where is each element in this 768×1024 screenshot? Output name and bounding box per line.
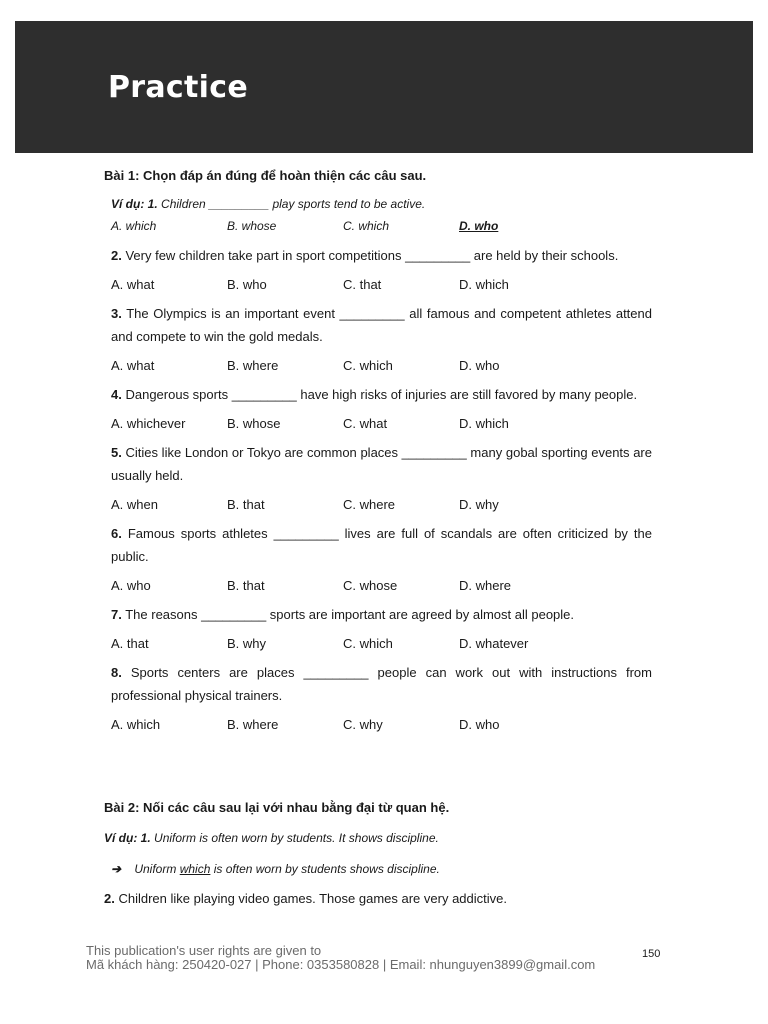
- question-number: 5.: [111, 445, 122, 460]
- question-text: Famous sports athletes _________ lives are full of scandals are often criticized by the public.: [111, 526, 652, 564]
- section2-example-text: Uniform is often worn by students. It shows discipline.: [154, 831, 439, 845]
- option-d[interactable]: D. whatever: [459, 636, 529, 651]
- example-option-a: A. which: [111, 219, 157, 233]
- question-number: 3.: [111, 306, 122, 321]
- option-d[interactable]: D. which: [459, 277, 509, 292]
- question-options: [104, 273, 652, 296]
- option-a[interactable]: A. what: [111, 358, 155, 373]
- question-number: 7.: [111, 607, 122, 622]
- section2-question: [104, 887, 652, 910]
- question: [104, 603, 652, 626]
- question-block: [104, 661, 652, 736]
- section2: [104, 796, 652, 910]
- example-question: [111, 193, 652, 215]
- question-options: [104, 574, 652, 597]
- option-b[interactable]: B. that: [227, 497, 265, 512]
- option-c[interactable]: C. where: [343, 497, 396, 512]
- section2-title: Bài 2: Nối các câu sau lại với nhau bằng đại từ quan hệ.: [104, 800, 450, 815]
- example-options: [111, 215, 652, 238]
- section2-example-number: 1.: [140, 831, 151, 845]
- option-b[interactable]: B. where: [227, 358, 279, 373]
- question-list: [104, 244, 652, 736]
- option-d[interactable]: D. why: [459, 497, 499, 512]
- option-b[interactable]: B. where: [227, 717, 279, 732]
- option-d[interactable]: D. who: [459, 358, 500, 373]
- option-c[interactable]: C. why: [343, 717, 383, 732]
- option-b[interactable]: B. who: [227, 277, 267, 292]
- question: [104, 441, 652, 487]
- section2-example-label: Ví dụ:: [104, 831, 138, 845]
- footer-rights: [86, 944, 595, 972]
- example-option-c: C. which: [343, 219, 390, 233]
- option-c[interactable]: C. what: [343, 416, 388, 431]
- page-header: [15, 21, 753, 153]
- question: [104, 302, 652, 348]
- question-number: 2.: [104, 891, 115, 906]
- question-text: The reasons _________ sports are important are agreed by almost all people.: [125, 607, 575, 622]
- question: [104, 522, 652, 568]
- question-block: [104, 302, 652, 377]
- question: [104, 383, 652, 406]
- question-text: Cities like London or Tokyo are common places _________ many gobal sporting events are usually held.: [111, 445, 652, 483]
- question-options: [104, 713, 652, 736]
- question-block: [104, 441, 652, 516]
- option-c[interactable]: C. whose: [343, 578, 398, 593]
- question-block: [104, 383, 652, 435]
- page-title: Practice: [108, 70, 248, 105]
- footer-line-1: This publication's user rights are given to: [86, 943, 322, 958]
- question-options: [104, 632, 652, 655]
- option-a[interactable]: A. who: [111, 578, 151, 593]
- question-text: Children like playing video games. Those games are very addictive.: [118, 891, 507, 906]
- option-c[interactable]: C. which: [343, 358, 393, 373]
- question-block: [104, 244, 652, 296]
- question-options: [104, 354, 652, 377]
- question-block: [104, 603, 652, 655]
- answer-pre: Uniform: [134, 862, 177, 876]
- example-option-b: B. whose: [227, 219, 277, 233]
- option-a[interactable]: A. what: [111, 277, 155, 292]
- question-number: 8.: [111, 665, 122, 680]
- option-a[interactable]: A. that: [111, 636, 149, 651]
- section2-example: [104, 827, 652, 850]
- option-c[interactable]: C. that: [343, 277, 382, 292]
- question-number: 2.: [111, 248, 122, 263]
- option-a[interactable]: A. whichever: [111, 416, 186, 431]
- example-number: 1.: [147, 197, 158, 211]
- footer-line-2: Mã khách hàng: 250420-027 | Phone: 0353580828 | Email: nhunguyen3899@gmail.com: [86, 957, 596, 972]
- question-options: [104, 412, 652, 435]
- question-number: 6.: [111, 526, 122, 541]
- worksheet-content: [104, 164, 652, 910]
- section1-example: [104, 193, 652, 238]
- page-number: 150: [642, 948, 661, 960]
- option-b[interactable]: B. whose: [227, 416, 281, 431]
- section1-title: Bài 1: Chọn đáp án đúng để hoàn thiện các câu sau.: [104, 168, 427, 183]
- question: [104, 661, 652, 707]
- example-label: Ví dụ:: [111, 197, 145, 211]
- option-d[interactable]: D. which: [459, 416, 509, 431]
- arrow-right-icon: ➔: [111, 862, 122, 876]
- answer-keyword: which: [179, 862, 211, 876]
- option-a[interactable]: A. when: [111, 497, 158, 512]
- example-option-d-answer: D. who: [459, 219, 499, 233]
- answer-post: is often worn by students shows discipline.: [213, 862, 440, 876]
- option-d[interactable]: D. who: [459, 717, 500, 732]
- question-text: Dangerous sports _________ have high risks of injuries are still favored by many people.: [125, 387, 638, 402]
- question: [104, 244, 652, 267]
- option-b[interactable]: B. why: [227, 636, 267, 651]
- question-number: 4.: [111, 387, 122, 402]
- option-c[interactable]: C. which: [343, 636, 393, 651]
- option-d[interactable]: D. where: [459, 578, 512, 593]
- section2-example-answer: [104, 858, 652, 881]
- question-text: Sports centers are places _________ people can work out with instructions from professional physical trainers.: [111, 665, 652, 703]
- question-text: The Olympics is an important event _________ all famous and competent athletes attend and compete to win the gold medals.: [111, 306, 652, 344]
- question-options: [104, 493, 652, 516]
- question-block: [104, 522, 652, 597]
- option-b[interactable]: B. that: [227, 578, 265, 593]
- question-text: Very few children take part in sport competitions _________ are held by their schools.: [125, 248, 619, 263]
- option-a[interactable]: A. which: [111, 717, 161, 732]
- example-text: Children _________ play sports tend to be active.: [161, 197, 426, 211]
